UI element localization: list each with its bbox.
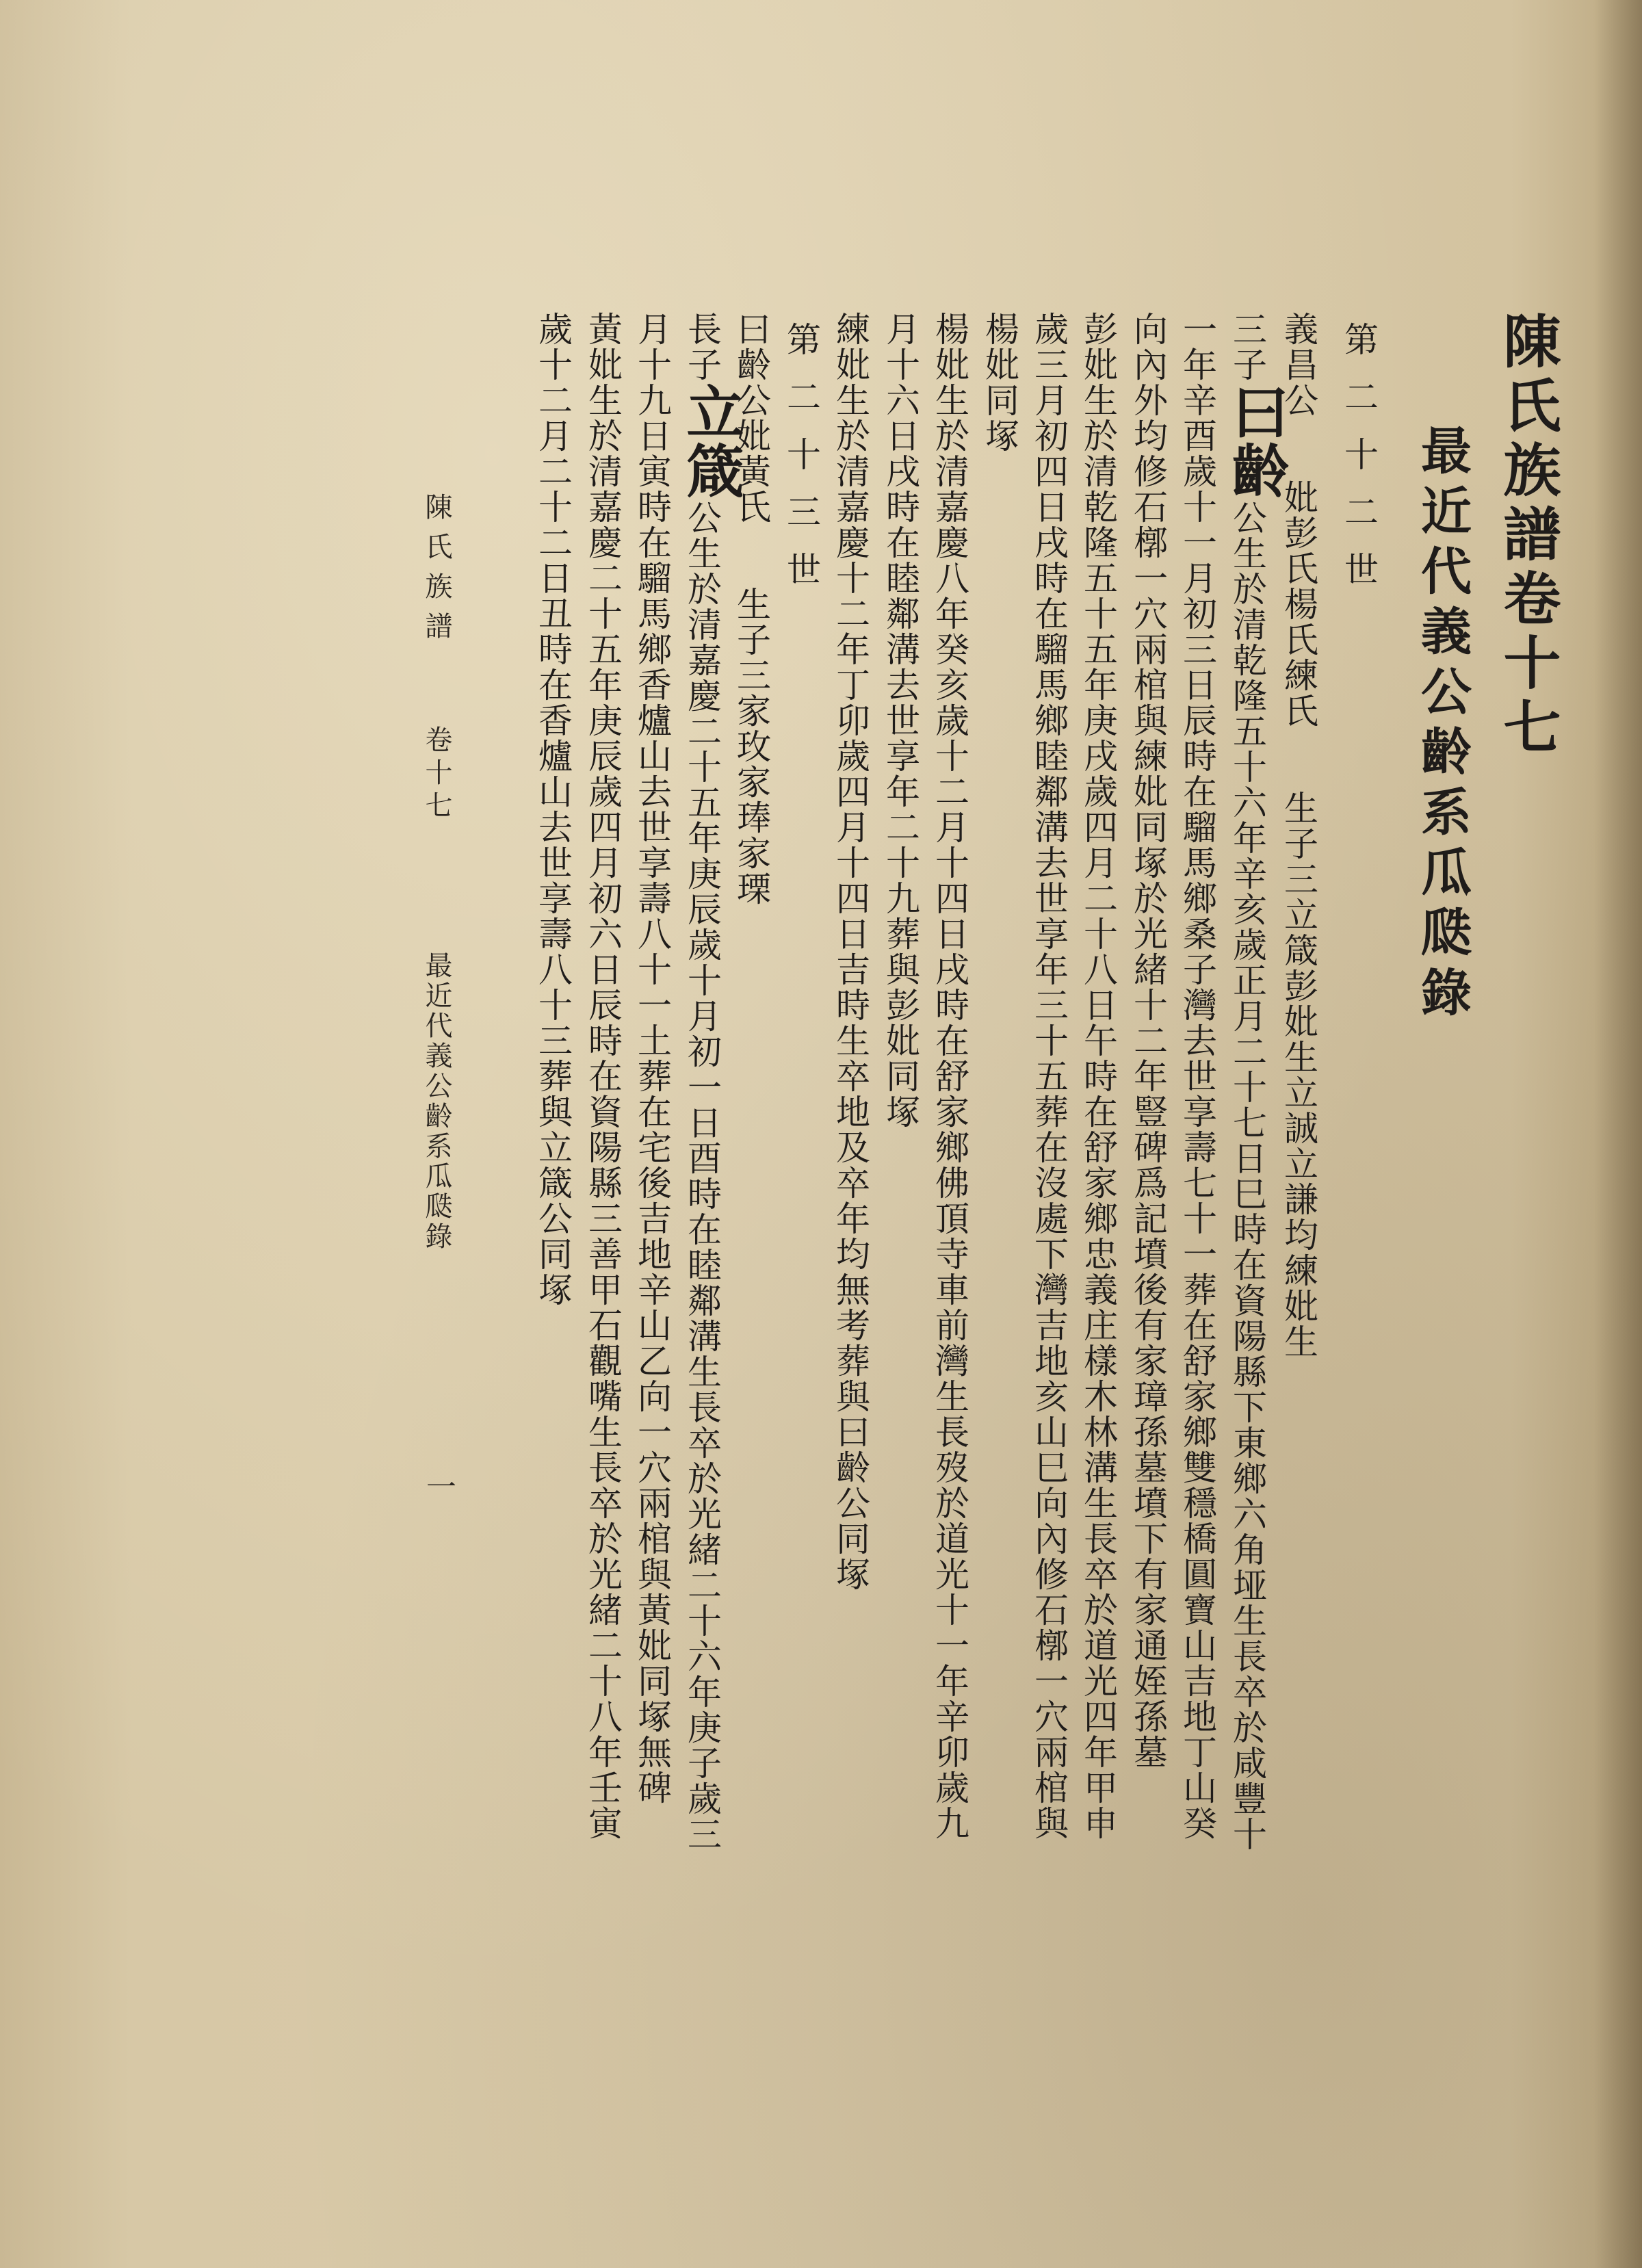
generation-23-heading: 第二十三世 [781,322,821,609]
yichang-rank: 三子 [1227,311,1267,382]
yueling-sons: 生子三家玫家琫家瑮 [731,586,771,907]
yichang-line-3: 一年辛酉歲十一月初三日辰時在騮馬鄉桑子灣去世享壽七十一葬在舒家鄉雙穩橋圓寶山吉地丁山癸 [1177,311,1217,1841]
yueling-text-1: 公生於清嘉慶二十五年庚辰歲十月初一日酉時在睦鄰溝生長卒於光緒二十六年庚子歲三 [682,500,722,1852]
footer-section: 最近代義公齡系瓜瓞錄 [421,951,452,1252]
footer-book-title: 陳氏族譜 [421,493,452,651]
lian-line-1: 練妣生於清嘉慶十二年丁卯歲四月十四日吉時生卒地及卒年均無考葬與曰齡公同塚 [831,311,870,1592]
yueling-rank: 長子 [682,311,722,382]
yichang-sons: 生子三立箴彭妣生立誠立謙均練妣生 [1279,790,1318,1359]
yueling-line-2 [677,311,745,1852]
yichang-intro: 義昌公 [1279,311,1318,418]
yang-line-2: 月十六日戌時在睦鄰溝去世享年二十九葬與彭妣同塚 [881,311,920,1130]
yueling-line-3: 月十九日寅時在騮馬鄉香爐山去世享壽八十一土葬在宅後吉地辛山乙向一穴兩棺與黃妣同塚無碑 [632,311,672,1806]
huang-line-2: 歲十二月二十二日丑時在香爐山去世享壽八十三葬與立箴公同塚 [533,311,573,1307]
yichang-line-4: 向內外均修石槨一穴兩棺與練妣同塚於光緒十二年豎碑爲記墳後有家璋孫墓墳下有家通姪孫墓 [1128,311,1168,1770]
yichang-line-2 [1223,311,1290,1852]
peng-line-2: 歲三月初四日戌時在騮馬鄉睦鄰溝去世享年三十五葬在沒處下灣吉地亥山巳向內修石槨一穴兩棺與 [1029,311,1069,1841]
lizhen-name-large: 立箴 [677,382,745,500]
book-title: 陳氏族譜卷十七 [1494,311,1562,761]
page-spine-shadow [1594,0,1642,2268]
peng-line-3: 楊妣同塚 [980,311,1019,454]
yueling-wife: 妣黃氏 [731,418,771,525]
footer-volume: 卷十七 [421,725,452,824]
yichang-wives: 妣彭氏楊氏練氏 [1279,480,1318,729]
yueling-name-large: 曰齡 [1223,382,1290,500]
yueling-intro: 曰齡公 [731,311,771,418]
peng-line-1: 彭妣生於清乾隆五十五年庚戌歲四月二十八日午時在舒家鄉忠義庄樣木林溝生長卒於道光四年甲申 [1078,311,1118,1841]
yang-line-1: 楊妣生於清嘉慶八年癸亥歲十二月十四日戌時在舒家鄉佛頂寺車前灣生長歿於道光十一年辛卯歲九 [930,311,969,1841]
yichang-text-2: 公生於清乾隆五十六年辛亥歲正月二十七日巳時在資陽縣下東鄉六角垭生長卒於咸豐十 [1227,500,1267,1852]
section-title: 最近代義公齡系瓜瓞錄 [1413,424,1472,1026]
huang-line-1: 黃妣生於清嘉慶二十五年庚辰歲四月初六日辰時在資陽縣三善甲石觀嘴生長卒於光緒二十八年壬寅 [583,311,623,1841]
generation-22-heading: 第二十二世 [1339,322,1379,609]
page-number: 一 [421,1471,456,1502]
